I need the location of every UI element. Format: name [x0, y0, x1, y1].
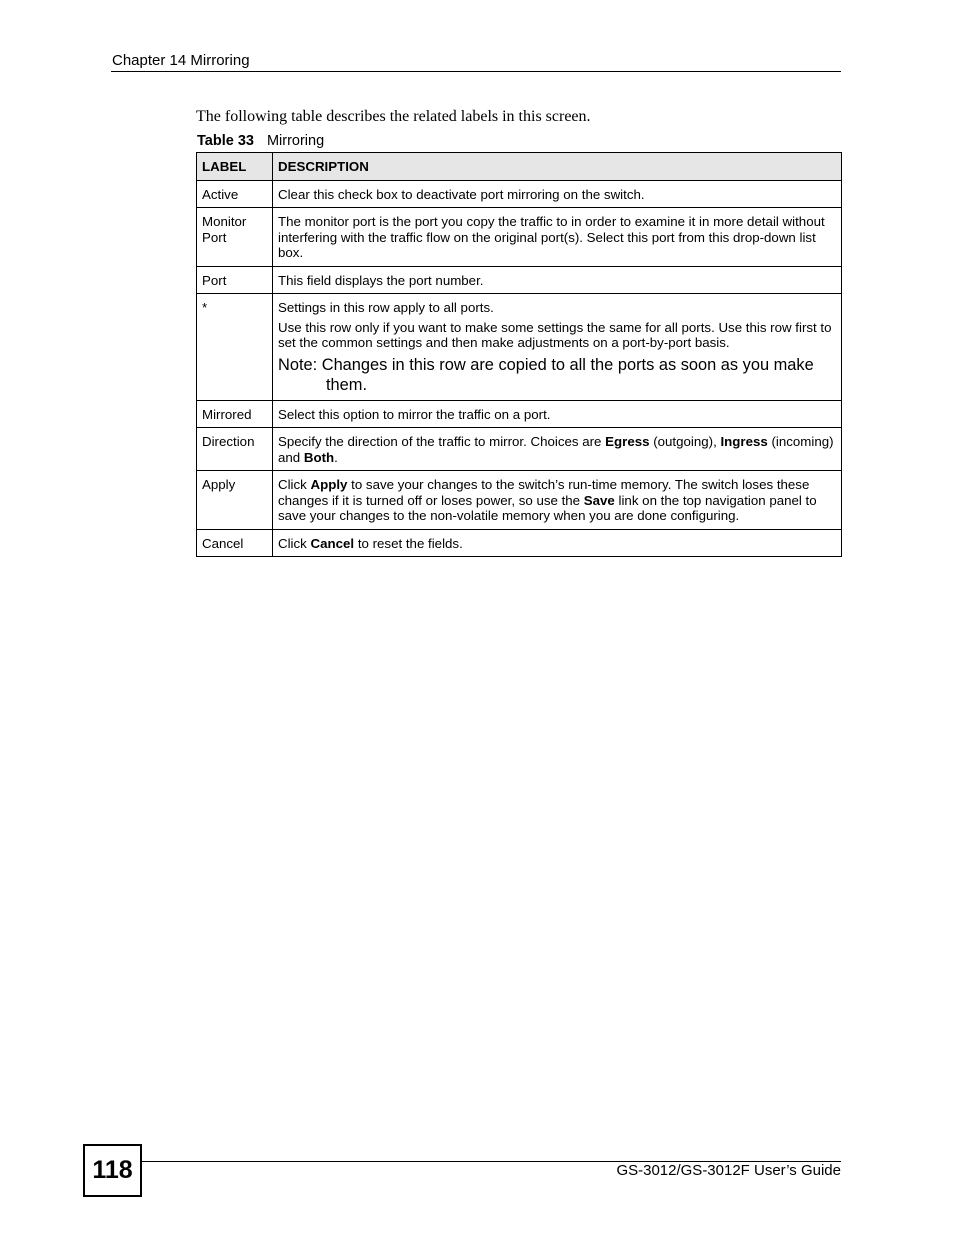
table-row: [197, 208, 842, 267]
row-label-line: Port: [202, 229, 227, 245]
table-row: [197, 180, 842, 208]
table-row: [197, 294, 842, 401]
row-description: This field displays the port number.: [273, 266, 842, 294]
row-label-line: Monitor: [202, 214, 247, 229]
row-label: Mirrored: [197, 400, 273, 428]
table-number: Table 33: [197, 133, 254, 149]
row-label: Cancel: [197, 529, 273, 557]
mirroring-table: [196, 152, 842, 557]
text-run: Click: [278, 477, 311, 492]
row-label: Port: [197, 266, 273, 294]
bold-term: Egress: [605, 434, 650, 449]
text-run: (outgoing),: [649, 434, 721, 449]
row-label: Apply: [197, 471, 273, 530]
page-number: 118: [83, 1144, 142, 1197]
row-description: Clear this check box to deactivate port mirroring on the switch.: [273, 180, 842, 208]
bold-term: Ingress: [720, 434, 768, 449]
table-title: Mirroring: [266, 133, 325, 149]
guide-title: GS-3012/GS-3012F User’s Guide: [616, 1162, 841, 1179]
table-row: [197, 471, 842, 530]
bold-term: Save: [583, 492, 615, 508]
table-caption: [197, 133, 324, 149]
text-run: link on the top navigation panel to save your changes to the non-volatile memory when you are done configuring.: [278, 492, 817, 523]
header-label: LABEL: [197, 153, 273, 181]
text-run: to reset the fields.: [354, 535, 463, 551]
row-description: [273, 428, 842, 471]
intro-paragraph: The following table describes the related labels in this screen.: [196, 108, 591, 125]
table-row: [197, 428, 842, 471]
chapter-header: Chapter 14 Mirroring: [112, 52, 250, 69]
row-label: Active: [197, 180, 273, 208]
note-paragraph: Note: Changes in this row are copied to all the ports as soon as you make them.: [278, 355, 814, 394]
bold-term: Cancel: [310, 535, 355, 551]
description-paragraph: Settings in this row apply to all ports.: [278, 300, 494, 315]
row-label: *: [197, 294, 273, 401]
row-description: [273, 529, 842, 557]
row-description: Select this option to mirror the traffic on a port.: [273, 400, 842, 428]
row-label: Direction: [197, 428, 273, 471]
text-run: Specify the direction of the traffic to mirror. Choices are: [278, 434, 606, 449]
text-run: .: [334, 449, 338, 465]
row-description: The monitor port is the port you copy the traffic to in order to examine it in more detail without interfering with the traffic flow on the original port(s). Select this port from this drop-down list box.: [273, 208, 842, 267]
bold-term: Apply: [310, 477, 348, 492]
row-label: [197, 208, 273, 267]
header-rule: [111, 71, 841, 72]
row-description: [273, 294, 842, 401]
header-description: DESCRIPTION: [273, 153, 842, 181]
table-row: [197, 529, 842, 557]
text-run: Click: [278, 535, 311, 551]
table-header-row: [197, 153, 842, 181]
bold-term: Both: [303, 449, 335, 465]
table-row: [197, 400, 842, 428]
row-description: [273, 471, 842, 530]
table-row: [197, 266, 842, 294]
text-run: (incoming) and: [278, 434, 834, 465]
description-paragraph: Use this row only if you want to make some settings the same for all ports. Use this row first to set the common settings and then make adjustments on a port-by-port basis.: [278, 319, 832, 350]
text-run: to save your changes to the switch’s run-time memory. The switch loses these changes if it is turned off or loses power, so use the: [278, 477, 810, 508]
